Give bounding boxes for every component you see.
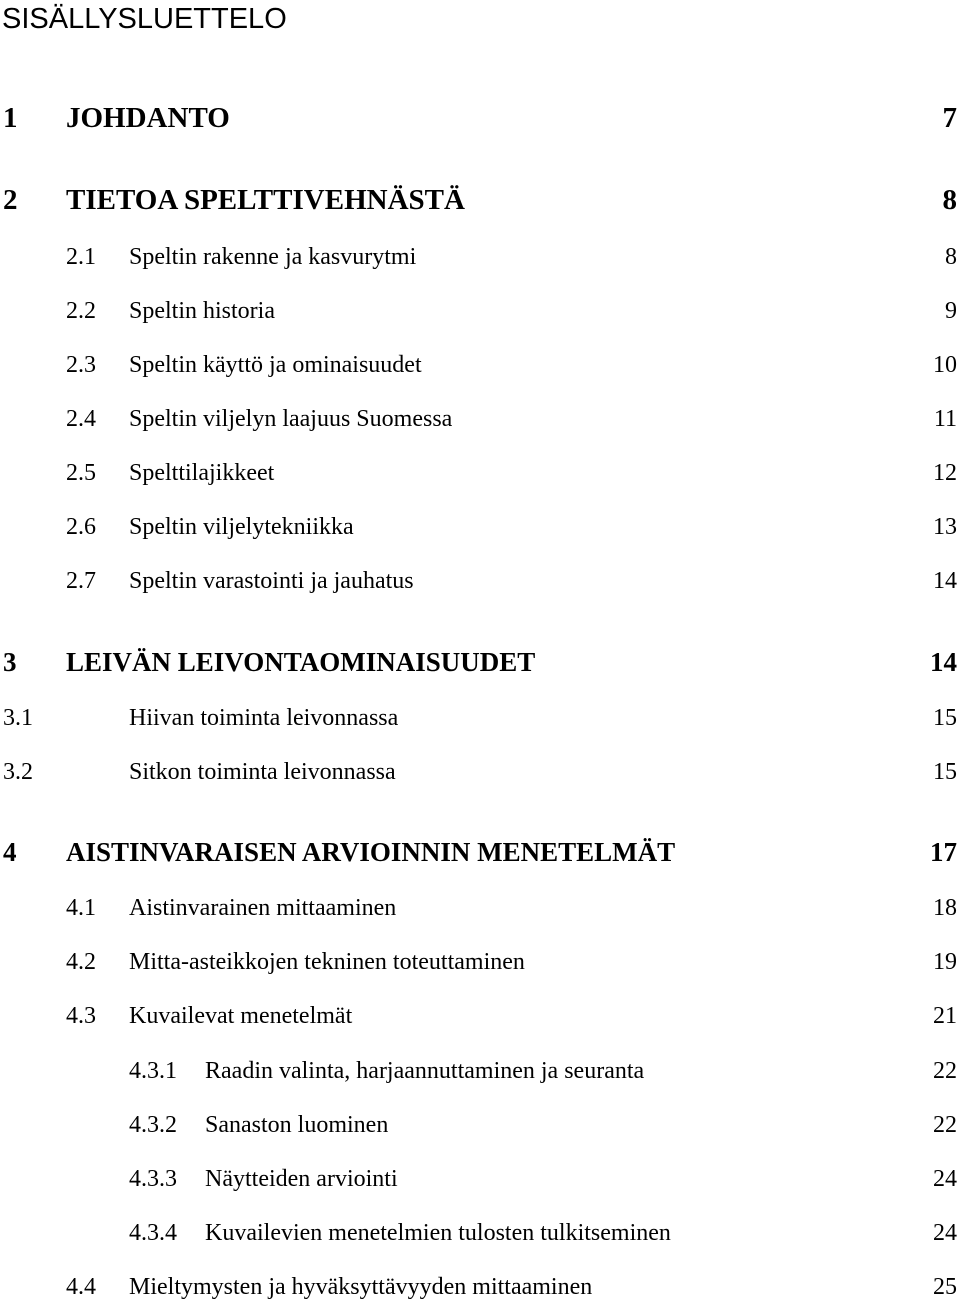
toc-entry-4-4[interactable] xyxy=(0,1270,960,1304)
toc-number: 2.5 xyxy=(66,460,96,486)
toc-entry-2-3[interactable] xyxy=(0,348,960,382)
toc-title: Kuvailevien menetelmien tulosten tulkitseminen xyxy=(205,1220,671,1246)
toc-number: 2.3 xyxy=(66,352,96,378)
toc-title: Speltin viljelytekniikka xyxy=(129,514,354,540)
toc-number: 3.1 xyxy=(3,705,33,731)
toc-entry-2[interactable] xyxy=(0,183,960,217)
toc-number: 3 xyxy=(3,647,17,677)
toc-entry-2-2[interactable] xyxy=(0,294,960,328)
toc-entry-2-4[interactable] xyxy=(0,402,960,436)
toc-title: Aistinvarainen mittaaminen xyxy=(129,895,397,921)
toc-entry-4-3-2[interactable] xyxy=(0,1108,960,1142)
toc-title: Speltin historia xyxy=(129,298,275,324)
toc-number: 4.2 xyxy=(66,949,96,975)
toc-entry-2-7[interactable] xyxy=(0,564,960,598)
toc-number: 4.3.3 xyxy=(129,1166,177,1192)
toc-number: 2.7 xyxy=(66,568,96,594)
toc-entry-2-1[interactable] xyxy=(0,240,960,274)
toc-number: 3.2 xyxy=(3,759,33,785)
toc-page: 8 xyxy=(942,184,957,216)
toc-page: 14 xyxy=(933,568,957,594)
toc-title: Raadin valinta, harjaannuttaminen ja seuranta xyxy=(205,1058,645,1084)
toc-page: 24 xyxy=(933,1166,957,1192)
toc-number: 4.3.2 xyxy=(129,1112,177,1138)
toc-title: Mieltymysten ja hyväksyttävyyden mittaaminen xyxy=(129,1274,593,1300)
toc-entry-3-1[interactable] xyxy=(0,701,960,735)
toc-entry-4-3-1[interactable] xyxy=(0,1054,960,1088)
toc-title: TIETOA SPELTTIVEHNÄSTÄ xyxy=(66,184,465,216)
toc-entry-4-3-4[interactable] xyxy=(0,1216,960,1250)
toc-page: 12 xyxy=(933,460,957,486)
toc-page: 17 xyxy=(930,837,957,867)
toc-number: 4.3.1 xyxy=(129,1058,177,1084)
toc-entry-4-3-3[interactable] xyxy=(0,1162,960,1196)
toc-title: JOHDANTO xyxy=(66,102,230,134)
toc-entry-2-6[interactable] xyxy=(0,510,960,544)
toc-title: Kuvailevat menetelmät xyxy=(129,1003,353,1029)
toc-title: LEIVÄN LEIVONTAOMINAISUUDET xyxy=(66,647,536,677)
toc-title: Näytteiden arviointi xyxy=(205,1166,398,1192)
toc-number: 1 xyxy=(3,102,18,134)
toc-entry-3[interactable] xyxy=(0,645,960,679)
toc-page: 8 xyxy=(945,244,957,270)
toc-number: 2.1 xyxy=(66,244,96,270)
toc-number: 2 xyxy=(3,184,18,216)
toc-number: 2.4 xyxy=(66,406,96,432)
toc-number: 4 xyxy=(3,837,17,867)
toc-page: 7 xyxy=(942,102,957,134)
toc-title: Speltin käyttö ja ominaisuudet xyxy=(129,352,422,378)
toc-page: 19 xyxy=(933,949,957,975)
toc-page: 14 xyxy=(930,647,957,677)
toc-title: Sanaston luominen xyxy=(205,1112,389,1138)
toc-entry-2-5[interactable] xyxy=(0,456,960,490)
toc-page: 11 xyxy=(933,406,957,432)
toc-page: 10 xyxy=(933,352,957,378)
toc-entry-1[interactable] xyxy=(0,101,960,135)
toc-page: 21 xyxy=(933,1003,957,1029)
toc-page: 24 xyxy=(933,1220,957,1246)
toc-page: 13 xyxy=(933,514,957,540)
toc-title: Spelttilajikkeet xyxy=(129,460,275,486)
toc-heading: SISÄLLYSLUETTELO xyxy=(2,3,287,35)
toc-title: Speltin varastointi ja jauhatus xyxy=(129,568,414,594)
toc-number: 4.3 xyxy=(66,1003,96,1029)
toc-page: 22 xyxy=(933,1058,957,1084)
toc-title: Speltin viljelyn laajuus Suomessa xyxy=(129,406,453,432)
toc-page: 25 xyxy=(933,1274,957,1300)
toc-entry-4[interactable] xyxy=(0,835,960,869)
toc-number: 4.1 xyxy=(66,895,96,921)
toc-title: Speltin rakenne ja kasvurytmi xyxy=(129,244,417,270)
toc-title: AISTINVARAISEN ARVIOINNIN MENETELMÄT xyxy=(66,837,676,867)
toc-entry-3-2[interactable] xyxy=(0,755,960,789)
toc-page: 15 xyxy=(933,705,957,731)
toc-number: 4.4 xyxy=(66,1274,96,1300)
toc-number: 2.6 xyxy=(66,514,96,540)
toc-title: Hiivan toiminta leivonnassa xyxy=(129,705,399,731)
toc-page: 22 xyxy=(933,1112,957,1138)
toc-number: 2.2 xyxy=(66,298,96,324)
toc-entry-4-3[interactable] xyxy=(0,999,960,1033)
toc-page: 18 xyxy=(933,895,957,921)
toc-page: 9 xyxy=(945,298,957,324)
toc-title: Sitkon toiminta leivonnassa xyxy=(129,759,396,785)
toc-entry-4-1[interactable] xyxy=(0,891,960,925)
toc-number: 4.3.4 xyxy=(129,1220,177,1246)
toc-title: Mitta-asteikkojen tekninen toteuttaminen xyxy=(129,949,525,975)
toc-page: 15 xyxy=(933,759,957,785)
toc-entry-4-2[interactable] xyxy=(0,945,960,979)
